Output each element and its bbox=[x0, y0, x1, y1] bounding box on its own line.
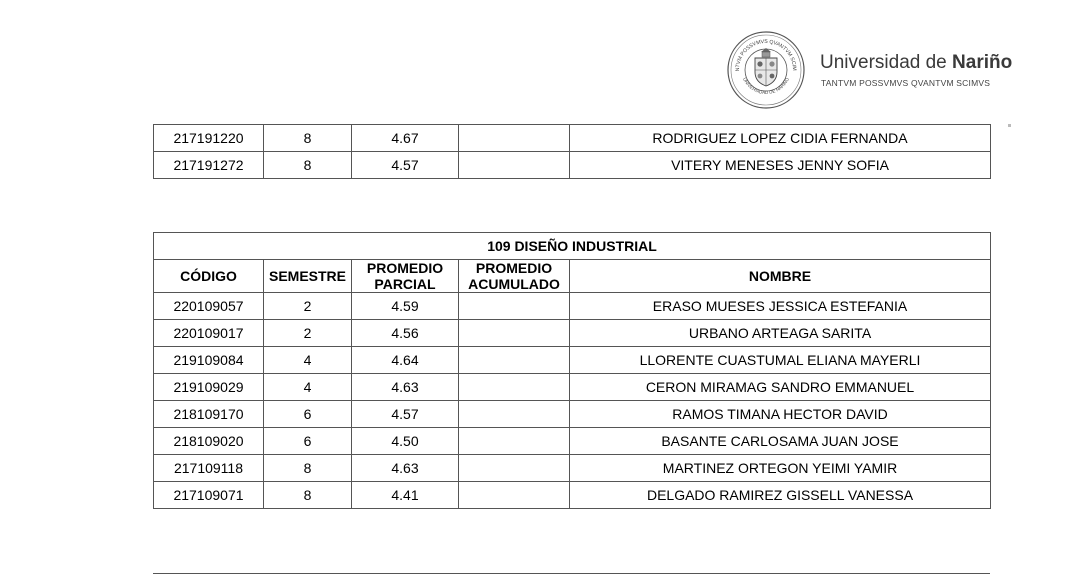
nombre-cell: CERON MIRAMAG SANDRO EMMANUEL bbox=[570, 374, 991, 401]
header-promedio-parcial-line1: PROMEDIO bbox=[366, 260, 444, 276]
promedio-parcial-cell: 4.50 bbox=[352, 428, 459, 455]
table-row bbox=[154, 293, 991, 320]
semestre-cell: 2 bbox=[264, 320, 352, 347]
nombre-cell: LLORENTE CUASTUMAL ELIANA MAYERLI bbox=[570, 347, 991, 374]
promedio-acumulado-cell bbox=[459, 374, 570, 401]
seal-text-bottom: UNIVERSIDAD DE NARIÑO bbox=[741, 76, 791, 96]
codigo-cell: 217109071 bbox=[154, 482, 264, 509]
header-promedio-parcial-line2: PARCIAL bbox=[374, 276, 436, 292]
codigo-cell: 218109170 bbox=[154, 401, 264, 428]
semestre-cell: 4 bbox=[264, 347, 352, 374]
promedio-acumulado-cell bbox=[459, 482, 570, 509]
semestre-cell: 6 bbox=[264, 401, 352, 428]
university-seal bbox=[726, 30, 806, 110]
codigo-cell: 217191220 bbox=[154, 125, 264, 152]
codigo-cell: 218109020 bbox=[154, 428, 264, 455]
header-codigo: CÓDIGO bbox=[154, 260, 264, 293]
table-row bbox=[154, 455, 991, 482]
codigo-cell: 219109029 bbox=[154, 374, 264, 401]
page-edge-mark bbox=[1008, 124, 1011, 127]
header-promedio-acumulado bbox=[459, 260, 570, 293]
codigo-cell: 220109017 bbox=[154, 320, 264, 347]
nombre-cell: ERASO MUESES JESSICA ESTEFANIA bbox=[570, 293, 991, 320]
table-row bbox=[154, 125, 991, 152]
university-name-bold: Nariño bbox=[952, 52, 1013, 73]
university-name bbox=[820, 52, 1012, 74]
promedio-parcial-cell: 4.63 bbox=[352, 455, 459, 482]
promedio-parcial-cell: 4.41 bbox=[352, 482, 459, 509]
university-motto: TANTVM POSSVMVS QVANTVM SCIMVS bbox=[821, 78, 991, 88]
promedio-parcial-cell: 4.67 bbox=[352, 125, 459, 152]
nombre-cell: MARTINEZ ORTEGON YEIMI YAMIR bbox=[570, 455, 991, 482]
codigo-cell: 219109084 bbox=[154, 347, 264, 374]
promedio-acumulado-cell bbox=[459, 320, 570, 347]
promedio-parcial-cell: 4.59 bbox=[352, 293, 459, 320]
promedio-parcial-cell: 4.57 bbox=[352, 401, 459, 428]
header-nombre: NOMBRE bbox=[570, 260, 991, 293]
header-semestre: SEMESTRE bbox=[264, 260, 352, 293]
table-row bbox=[154, 428, 991, 455]
header-promedio-parcial bbox=[352, 260, 459, 293]
students-table-diseno-industrial bbox=[153, 232, 991, 509]
promedio-parcial-cell: 4.57 bbox=[352, 152, 459, 179]
semestre-cell: 8 bbox=[264, 125, 352, 152]
semestre-cell: 2 bbox=[264, 293, 352, 320]
table-row bbox=[154, 347, 991, 374]
nombre-cell: URBANO ARTEAGA SARITA bbox=[570, 320, 991, 347]
university-name-regular: Universidad de bbox=[820, 52, 953, 73]
next-table-top-border bbox=[153, 573, 990, 574]
table-row bbox=[154, 482, 991, 509]
promedio-parcial-cell: 4.64 bbox=[352, 347, 459, 374]
codigo-cell: 220109057 bbox=[154, 293, 264, 320]
promedio-acumulado-cell bbox=[459, 428, 570, 455]
header-promedio-acumulado-line2: ACUMULADO bbox=[468, 276, 560, 292]
table-row bbox=[154, 152, 991, 179]
codigo-cell: 217191272 bbox=[154, 152, 264, 179]
semestre-cell: 4 bbox=[264, 374, 352, 401]
semestre-cell: 8 bbox=[264, 455, 352, 482]
promedio-acumulado-cell bbox=[459, 152, 570, 179]
table-row bbox=[154, 320, 991, 347]
promedio-acumulado-cell bbox=[459, 347, 570, 374]
nombre-cell: RODRIGUEZ LOPEZ CIDIA FERNANDA bbox=[570, 125, 991, 152]
nombre-cell: DELGADO RAMIREZ GISSELL VANESSA bbox=[570, 482, 991, 509]
nombre-cell: RAMOS TIMANA HECTOR DAVID bbox=[570, 401, 991, 428]
promedio-acumulado-cell bbox=[459, 401, 570, 428]
table-row bbox=[154, 401, 991, 428]
table-row bbox=[154, 374, 991, 401]
promedio-acumulado-cell bbox=[459, 455, 570, 482]
promedio-parcial-cell: 4.56 bbox=[352, 320, 459, 347]
semestre-cell: 8 bbox=[264, 482, 352, 509]
nombre-cell: VITERY MENESES JENNY SOFIA bbox=[570, 152, 991, 179]
promedio-acumulado-cell bbox=[459, 125, 570, 152]
promedio-acumulado-cell bbox=[459, 293, 570, 320]
program-title: 109 DISEÑO INDUSTRIAL bbox=[154, 233, 991, 260]
seal-text-top: NTVM POSSVMVS QVANTVM SCIM bbox=[734, 39, 798, 72]
students-table-continued bbox=[153, 124, 991, 179]
promedio-parcial-cell: 4.63 bbox=[352, 374, 459, 401]
semestre-cell: 8 bbox=[264, 152, 352, 179]
codigo-cell: 217109118 bbox=[154, 455, 264, 482]
nombre-cell: BASANTE CARLOSAMA JUAN JOSE bbox=[570, 428, 991, 455]
semestre-cell: 6 bbox=[264, 428, 352, 455]
header-promedio-acumulado-line1: PROMEDIO bbox=[475, 260, 553, 276]
